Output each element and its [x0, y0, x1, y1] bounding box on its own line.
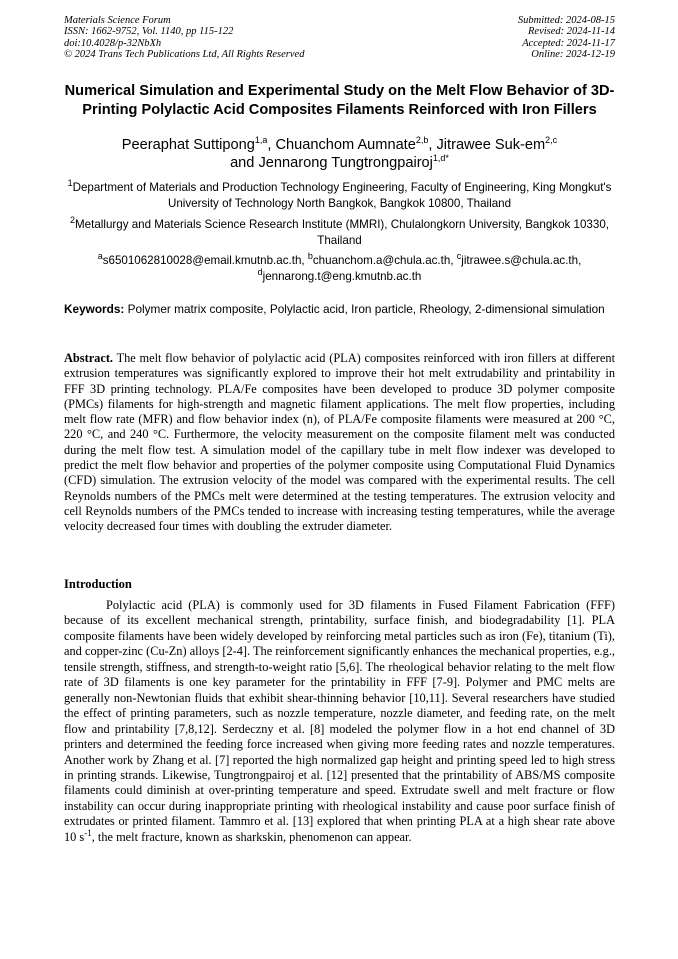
author-name: Jitrawee Suk-em — [436, 137, 546, 153]
author-name: Peeraphat Suttipong — [121, 137, 255, 153]
email-d: jennarong.t@eng.kmutnb.ac.th — [262, 269, 422, 283]
author-name: Chuanchom Aumnate — [275, 137, 416, 153]
email-sup: d — [257, 266, 263, 277]
keywords — [64, 302, 615, 318]
introduction-text-end: , the melt fracture, known as sharkskin, phenomenon can appear. — [91, 829, 412, 844]
introduction-text: Polylactic acid (PLA) is commonly used for 3D filaments in Fused Filament Fabrication (FFF) because of its excellent mechanical strength, printability, surface finish, and biodegradability [1]. PLA composite filaments have been widely developed by reinforcing metal particles such as iron (Fe), titanium (Ti), and copper-zinc (Cu-Zn) alloys [2-4]. The reinforcement significantly enhances the mechanical properties, e.g., tensile strength, stiffness, and strength-to-weight ratio [5,6]. The rheological behavior relating to the melt flow rate of 3D filaments is one key parameter for the printability in FFF [7-9]. Polymer and PMC melts are generally non-Newtonian fluids that exhibit shear-thinning behavior [10,11]. Several researchers have studied the effect of printing parameters, such as nozzle temperature, nozzle diameter, and feeding rate, on the melt flow and printability [7,8,12]. Serdeczny et al. [8] modeled the polymer flow in a hot end channel of 3D printers and determined the feeding force increased when giving more feeding rates and nozzle temperatures. Another work by Zhang et al. [7] reported the high normalized gap height and printing speed led to high stress in printing strands. Likewise, Tungtrongpairoj et al. [12] presented that the printability of ABS/MS composite filaments could diminish at over-printing temperature and speed. Extrudate swell and melt fracture or flow instability can occur during inappropriate printing with rheological instability and cause poor surface finish of extrudates or printed filament. Tammro et al. [13] explored that when printing PLA at a high shear rate above 10 s — [64, 598, 615, 844]
publication-dates — [518, 15, 615, 60]
paper-title: Numerical Simulation and Experimental Study on the Melt Flow Behavior of 3D-Printing Polylactic Acid Composites Filaments Reinforced with Iron Fillers — [64, 83, 615, 118]
abstract-label: Abstract. — [64, 351, 114, 365]
email-b: chuanchom.a@chula.ac.th, — [312, 254, 454, 267]
affiliation-sup: 1 — [67, 178, 73, 189]
abstract-text: The melt flow behavior of polylactic acid (PLA) composites reinforced with iron fillers at different extrusion temperatures was significantly explored to improve their hot melt extrudability and printability in FFF 3D printing technology. PLA/Fe composites have been developed to produce 3D polymer composite (PMCs) filaments for high-strength and magnetic filament applications. The melt flow properties, including melt flow rate (MFR) and flow behavior index (n), of PLA/Fe composite filaments were measured at 200 °C, 220 °C, and 240 °C. Furthermore, the velocity measurement on the composite filament melt was conducted during the melt flow test. A simulation model of the capillary tube in melt flow indexer was developed to predict the melt flow behavior and properties of the polymer composite using Computational Fluid Dynamics (CFD) simulation. The extrusion velocity of the model was compared with the experimental results. The cell Reynolds numbers of the PMCs melt were determined at the testing temperatures. The extrusion velocity and cell Reynolds numbers of the PMCs tended to increase with increasing testing temperatures, while the average velocity decreased four times with doubling the extruder diameter. — [64, 351, 615, 534]
affiliation-sup: 2 — [70, 215, 76, 226]
journal-issn: ISSN: 1662-9752, Vol. 1140, pp 115-122 — [64, 26, 234, 38]
journal-name: Materials Science Forum — [64, 15, 171, 26]
author-sup: 1,a — [254, 135, 268, 146]
author-sup: 1,d* — [432, 153, 449, 164]
journal-doi: doi:10.4028/p-32NbXh — [64, 37, 162, 49]
email-sup: b — [307, 251, 313, 262]
author-name: and Jennarong Tungtrongpairoj — [230, 155, 433, 171]
affiliation-text: Department of Materials and Production Technology Engineering, Faculty of Engineering, King Mongkut's University of Technology North Bangkok, Bangkok 10800, Thailand — [72, 181, 612, 210]
author-list — [64, 136, 615, 172]
date-online: Online: 2024-12-19 — [531, 48, 615, 60]
date-accepted: Accepted: 2024-11-17 — [522, 37, 615, 49]
introduction-paragraph — [64, 598, 615, 845]
email-a: s6501062810028@email.kmutnb.ac.th, — [102, 254, 305, 267]
keywords-text: Polymer matrix composite, Polylactic acid, Iron particle, Rheology, 2-dimensional simulation — [127, 302, 605, 316]
affiliation-1 — [64, 180, 615, 211]
author-line-1: Peeraphat Suttipong$^{1,a}$, Chuanchom Aumnate$^{2,b}$, Jitrawee Suk-em$^{2,c}$ — [121, 135, 558, 153]
author-emails — [64, 253, 615, 284]
introduction-heading: Introduction — [64, 577, 132, 591]
date-submitted: Submitted: 2024-08-15 — [517, 15, 615, 26]
journal-copyright: © 2024 Trans Tech Publications Ltd, All Rights Reserved — [64, 48, 305, 60]
journal-info — [64, 15, 304, 60]
keywords-label: Keywords: — [64, 302, 125, 316]
author-line-2 — [64, 154, 615, 172]
email-sup: c — [456, 251, 462, 262]
author-sup: 2,c — [545, 135, 558, 146]
email-sup: a — [97, 251, 103, 262]
date-revised: Revised: 2024-11-14 — [528, 26, 615, 38]
introduction-sup: -1 — [84, 827, 92, 838]
affiliation-2 — [64, 217, 615, 248]
email-c: jitrawee.s@chula.ac.th, — [461, 254, 582, 267]
author-sup: 2,b — [415, 135, 429, 146]
affiliation-text: Metallurgy and Materials Science Research Institute (MMRI), Chulalongkorn University, Bangkok 10330, Thailand — [75, 218, 609, 247]
abstract — [64, 351, 615, 535]
